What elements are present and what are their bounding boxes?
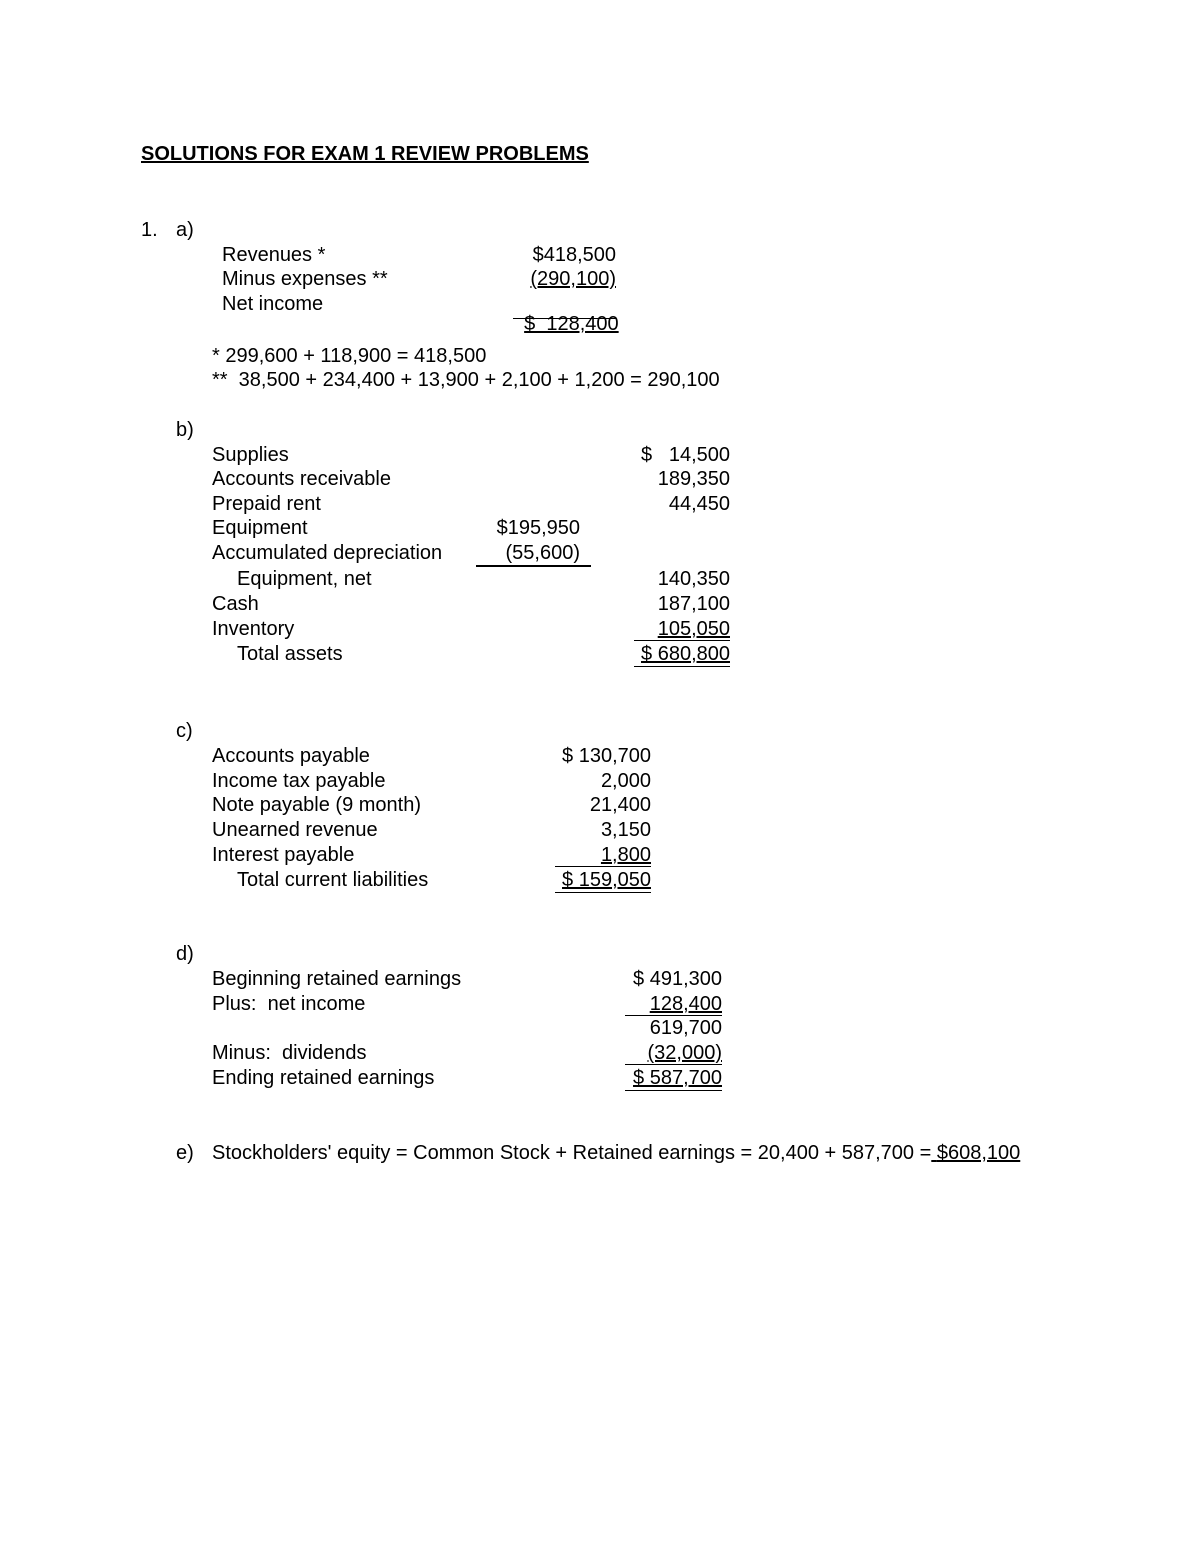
part-e-label: e) xyxy=(176,1142,194,1164)
minus-dividends-label: Minus: dividends xyxy=(212,1042,367,1064)
plus-net-income-label: Plus: net income xyxy=(212,993,366,1015)
net-income-double-underline xyxy=(513,318,616,319)
plus-net-income-value: 128,400 xyxy=(649,993,722,1015)
total-assets-value: $ 680,800 xyxy=(641,643,730,665)
unearned-revenue-label: Unearned revenue xyxy=(212,819,378,841)
net-income-label: Net income xyxy=(222,293,324,315)
supplies-label: Supplies xyxy=(212,444,289,466)
beginning-retained-earnings-label: Beginning retained earnings xyxy=(212,968,462,990)
accounts-payable-label: Accounts payable xyxy=(212,745,370,767)
revenues-label: Revenues * xyxy=(222,244,326,266)
equipment-net-value: 140,350 xyxy=(657,568,730,590)
stockholders-equity-line xyxy=(212,1143,1020,1163)
supplies-value: $ 14,500 xyxy=(641,444,730,466)
stockholders-equity-answer xyxy=(931,1142,1020,1164)
ending-retained-earnings-value: $ 587,700 xyxy=(633,1067,722,1089)
accounts-receivable-label: Accounts receivable xyxy=(212,468,391,490)
beginning-retained-earnings-value: $ 491,300 xyxy=(633,968,722,990)
net-income-amount: $ 128,400 xyxy=(524,313,619,335)
expenses-label: Minus expenses ** xyxy=(222,268,388,290)
total-assets-label: Total assets xyxy=(237,643,343,665)
interest-payable-label: Interest payable xyxy=(212,844,355,866)
stockholders-equity-amount: $608,100 xyxy=(936,1142,1021,1164)
interest-payable-underline xyxy=(555,866,651,867)
note-payable-value: 21,400 xyxy=(589,794,651,816)
equipment-label: Equipment xyxy=(212,517,308,539)
inventory-underline xyxy=(634,640,730,641)
unearned-revenue-value: 3,150 xyxy=(600,819,651,841)
accounts-payable-value: $ 130,700 xyxy=(562,745,651,767)
problem-number: 1. xyxy=(141,219,158,241)
dividends-underline xyxy=(625,1064,722,1065)
income-tax-payable-value: 2,000 xyxy=(600,770,651,792)
prepaid-rent-label: Prepaid rent xyxy=(212,493,321,515)
part-b-label: b) xyxy=(176,419,194,441)
retained-earnings-subtotal: 619,700 xyxy=(649,1017,722,1039)
interest-payable-value: 1,800 xyxy=(600,844,651,866)
ending-retained-earnings-label: Ending retained earnings xyxy=(212,1067,435,1089)
net-income-value xyxy=(513,294,619,334)
expenses-value: (290,100) xyxy=(530,268,616,290)
net-income-underline xyxy=(625,1015,722,1016)
expense-footnote: ** 38,500 + 234,400 + 13,900 + 2,100 + 1,200 = 290,100 xyxy=(212,369,720,391)
minus-dividends-value: (32,000) xyxy=(647,1042,722,1064)
total-current-liabilities-double-underline xyxy=(555,892,651,893)
revenue-footnote: * 299,600 + 118,900 = 418,500 xyxy=(212,345,487,367)
part-c-label: c) xyxy=(176,720,193,742)
accumulated-depreciation-underline xyxy=(476,565,591,567)
note-payable-label: Note payable (9 month) xyxy=(212,794,422,816)
total-assets-double-underline xyxy=(634,666,730,667)
total-current-liabilities-label: Total current liabilities xyxy=(237,869,429,891)
total-current-liabilities-value: $ 159,050 xyxy=(562,869,651,891)
ending-retained-earnings-double-underline xyxy=(625,1090,722,1091)
cash-label: Cash xyxy=(212,593,259,615)
equipment-value: $195,950 xyxy=(496,517,580,539)
accumulated-depreciation-label: Accumulated depreciation xyxy=(212,542,443,564)
cash-value: 187,100 xyxy=(657,593,730,615)
inventory-label: Inventory xyxy=(212,618,295,640)
accumulated-depreciation-value: (55,600) xyxy=(505,542,580,564)
income-tax-payable-label: Income tax payable xyxy=(212,770,386,792)
part-a-label: a) xyxy=(176,219,194,241)
prepaid-rent-value: 44,450 xyxy=(668,493,730,515)
equipment-net-label: Equipment, net xyxy=(237,568,372,590)
page-title: SOLUTIONS FOR EXAM 1 REVIEW PROBLEMS xyxy=(141,143,589,165)
inventory-value: 105,050 xyxy=(657,618,730,640)
accounts-receivable-value: 189,350 xyxy=(657,468,730,490)
part-d-label: d) xyxy=(176,943,194,965)
revenues-value: $418,500 xyxy=(532,244,616,266)
stockholders-equity-text: Stockholders' equity = Common Stock + Retained earnings = 20,400 + 587,700 = xyxy=(212,1142,932,1164)
